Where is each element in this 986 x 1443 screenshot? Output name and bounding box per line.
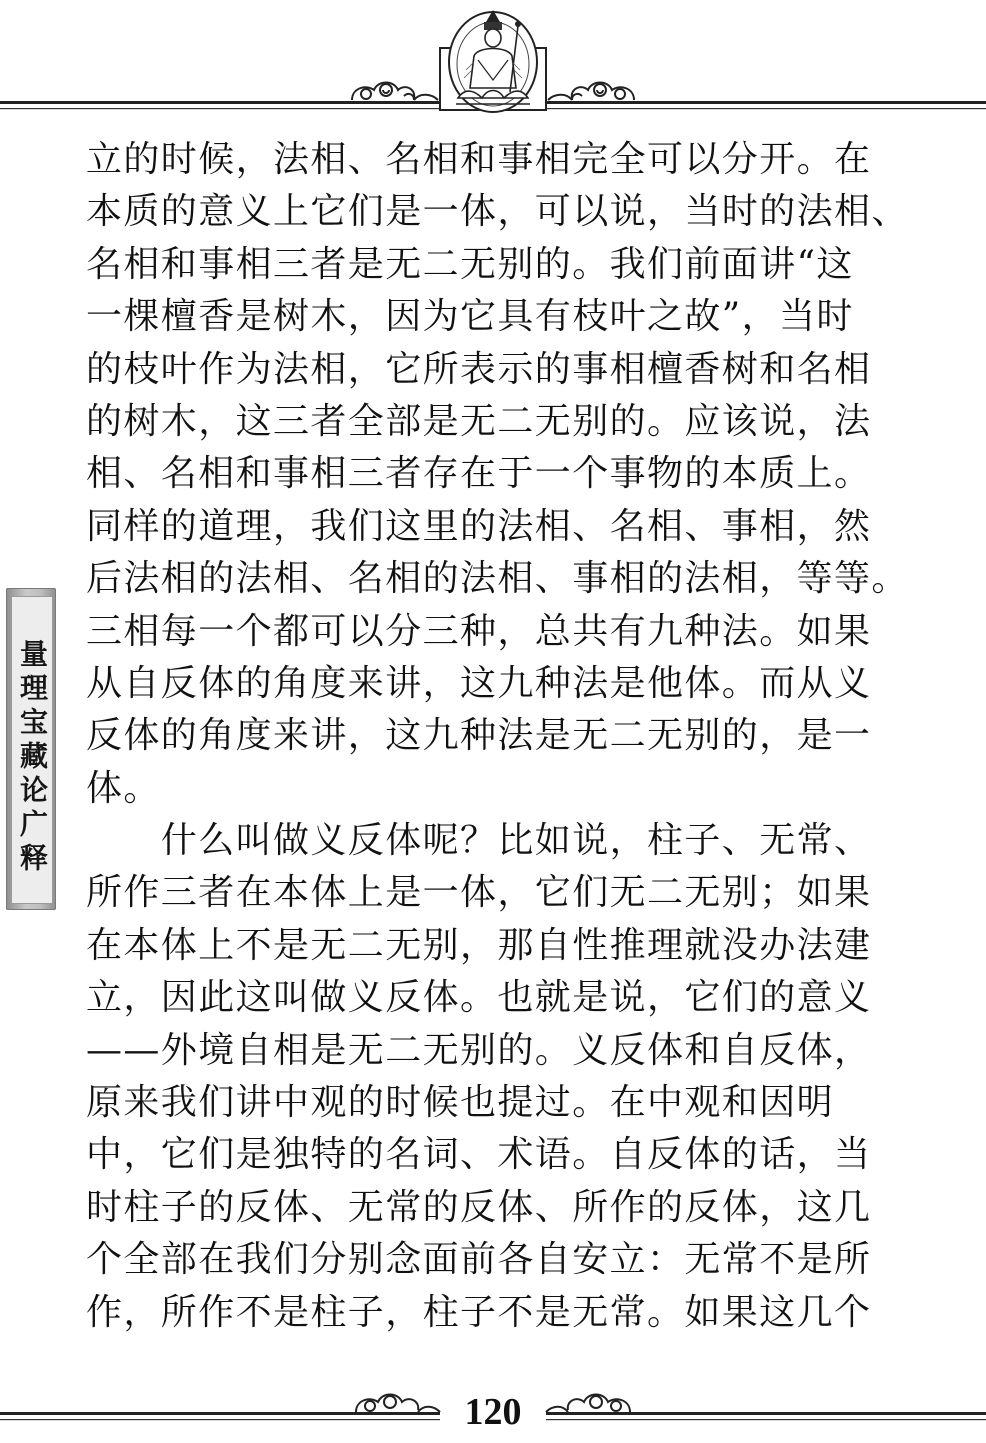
text-line: 立，因此这叫做义反体。也就是说，它们的意义 <box>86 977 872 1019</box>
footer-rule-left-thin <box>0 1419 440 1420</box>
cloud-scroll-right-icon <box>548 83 634 101</box>
text-line: 本质的意义上它们是一体，可以说，当时的法相、 <box>86 191 909 233</box>
text-line: 三相每一个都可以分三种，总共有九种法。如果 <box>86 610 872 652</box>
text-line: 一棵檀香是树木，因为它具有枝叶之故”，当时 <box>86 296 854 338</box>
header-rule-left-thick <box>0 101 440 104</box>
text-line: 原来我们讲中观的时候也提过。在中观和因明 <box>86 1082 835 1124</box>
footer-rule-right-thin <box>546 1419 986 1420</box>
header-border-graphic <box>0 0 986 125</box>
text-line: 的树木，这三者全部是无二无别的。应该说，法 <box>86 400 872 442</box>
page-header-ornament <box>0 0 986 125</box>
cloud-scroll-left-icon <box>352 83 438 101</box>
page-footer <box>0 1382 986 1443</box>
text-line: 的枝叶作为法相，它所表示的事相檀香树和名相 <box>86 348 872 390</box>
side-title-tab <box>6 588 56 910</box>
text-line: 作，所作不是柱子，柱子不是无常。如果这几个 <box>86 1291 872 1333</box>
text-line: 所作三者在本体上是一体，它们无二无别；如果 <box>86 872 872 914</box>
header-rule-left-thin <box>0 108 440 109</box>
text-line: 从自反体的角度来讲，这九种法是他体。而从义 <box>86 662 872 704</box>
text-line: 中，它们是独特的名词、术语。自反体的话，当 <box>86 1134 872 1176</box>
text-line: 什么叫做义反体呢？比如说，柱子、无常、 <box>86 820 872 862</box>
text-line: 个全部在我们分别念面前各自安立：无常不是所 <box>86 1239 872 1281</box>
header-rule-right-thin <box>546 108 986 109</box>
side-title-panel <box>11 596 53 904</box>
text-line: 同样的道理，我们这里的法相、名相、事相，然 <box>86 505 872 547</box>
text-line: ——外境自相是无二无别的。义反体和自反体， <box>86 1029 872 1071</box>
text-line: 反体的角度来讲，这九种法是无二无别的，是一 <box>86 715 872 757</box>
text-line: 后法相的法相、名相的法相、事相的法相，等等。 <box>86 558 909 600</box>
side-title-text: 量理宝藏论广释 <box>16 639 49 877</box>
text-line: 相、名相和事相三者存在于一个事物的本质上。 <box>86 453 872 495</box>
text-line: 体。 <box>86 767 161 809</box>
text-line: 名相和事相三者是无二无别的。我们前面讲“这 <box>86 243 854 285</box>
page-number: 120 <box>464 1391 522 1433</box>
text-line: 在本体上不是无二无别，那自性推理就没办法建 <box>86 924 872 966</box>
deity-emblem-icon <box>440 10 546 112</box>
text-line: 立的时候，法相、名相和事相完全可以分开。在 <box>86 139 872 180</box>
header-rule-right-thick <box>546 101 986 104</box>
footer-rule-right-thick <box>546 1412 986 1415</box>
text-line: 时柱子的反体、无常的反体、所作的反体，这几 <box>86 1186 872 1228</box>
footer-cloud-left-icon <box>356 1395 440 1413</box>
footer-rule-left-thick <box>0 1412 440 1415</box>
body-text <box>86 134 909 1339</box>
footer-cloud-right-icon <box>546 1395 630 1413</box>
